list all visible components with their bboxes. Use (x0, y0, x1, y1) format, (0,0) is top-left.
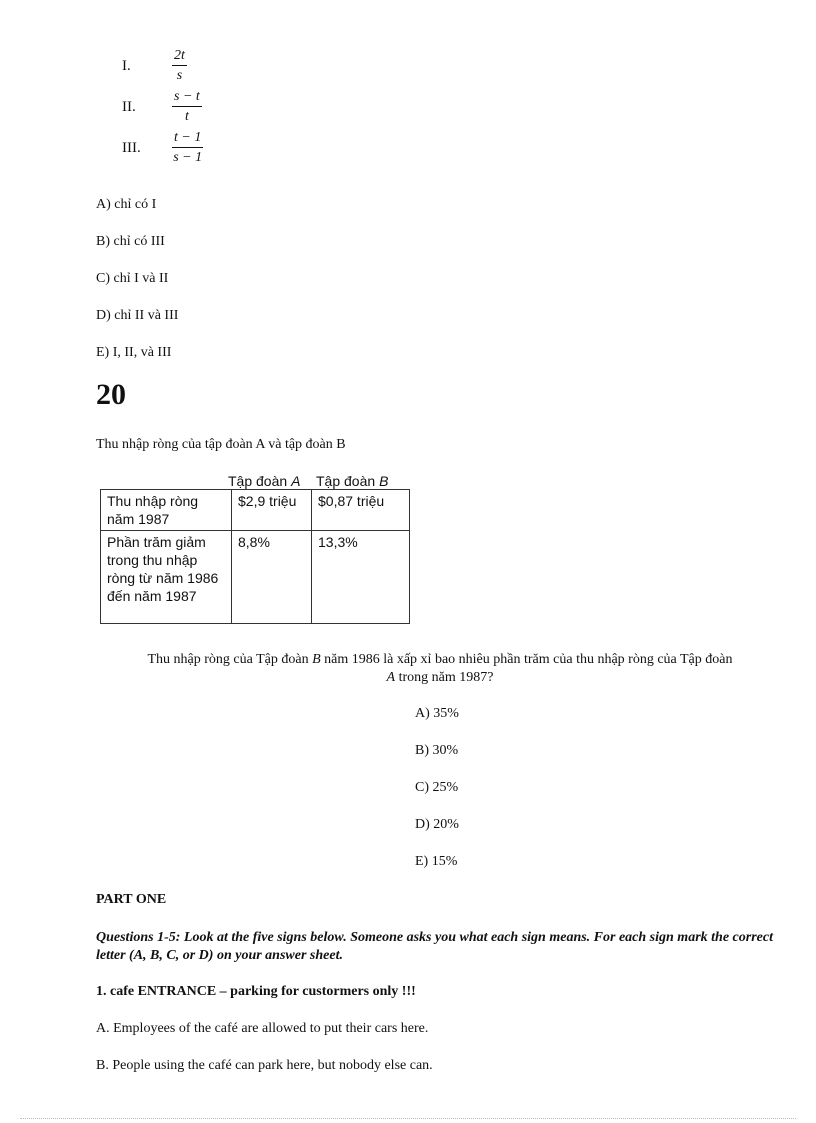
roman-label-1: I. (122, 58, 131, 74)
table-row (101, 531, 410, 624)
answer-b: B) 30% (415, 743, 459, 758)
fraction-denominator: s (176, 68, 183, 83)
cell-b: $0,87 triệu (312, 490, 410, 531)
question-prompt: Thu nhập ròng của Tập đoàn B năm 1986 là xấp xỉ bao nhiêu phần trăm của thu nhập ròng của Tập đoàn A trong năm 1987? (147, 652, 733, 685)
income-table (100, 489, 410, 624)
cell-a: $2,9 triệu (232, 490, 312, 531)
fraction-2 (172, 89, 202, 125)
choice-b: B) chỉ có III (96, 234, 165, 249)
cell-a: 8,8% (232, 531, 312, 624)
fraction-denominator: t (184, 109, 189, 124)
answer-c: C) 25% (415, 780, 459, 795)
cell-b: 13,3% (312, 531, 410, 624)
answer-e: E) 15% (415, 854, 458, 869)
q1-option-a: A. Employees of the café are allowed to put their cars here. (96, 1021, 429, 1036)
answer-a: A) 35% (415, 706, 459, 721)
roman-label-2: II. (122, 99, 136, 115)
page-break-line (20, 1118, 796, 1119)
choice-e: E) I, II, và III (96, 345, 172, 360)
table-header-a: Tập đoàn A (228, 473, 301, 489)
choice-c: C) chỉ I và II (96, 271, 169, 286)
fraction-3 (172, 130, 203, 166)
part-heading: PART ONE (96, 892, 167, 907)
table-row (101, 490, 410, 531)
part-instructions: Questions 1-5: Look at the five signs below. Someone asks you what each sign means. For each sign mark the correct letter (A, B, C, or D) on your answer sheet. (96, 930, 773, 963)
fraction-denominator: s − 1 (173, 150, 203, 165)
fraction-numerator: t − 1 (172, 130, 203, 148)
choice-d: D) chỉ II và III (96, 308, 179, 323)
roman-label-3: III. (122, 140, 141, 156)
row-label: Phần trăm giảm trong thu nhập ròng từ năm 1986 đến năm 1987 (101, 531, 232, 624)
question-1: 1. cafe ENTRANCE – parking for custormers only !!! (96, 984, 416, 999)
table-header-b: Tập đoàn B (316, 473, 389, 489)
fraction-numerator: 2t (172, 48, 187, 66)
row-label: Thu nhập ròng năm 1987 (101, 490, 232, 531)
q1-option-b: B. People using the café can park here, but nobody else can. (96, 1058, 433, 1073)
answer-d: D) 20% (415, 817, 459, 832)
choice-a: A) chỉ có I (96, 197, 157, 212)
fraction-numerator: s − t (172, 89, 202, 107)
fraction-1 (172, 48, 187, 84)
question-number: 20 (96, 378, 126, 411)
question-title: Thu nhập ròng của tập đoàn A và tập đoàn B (96, 437, 346, 452)
